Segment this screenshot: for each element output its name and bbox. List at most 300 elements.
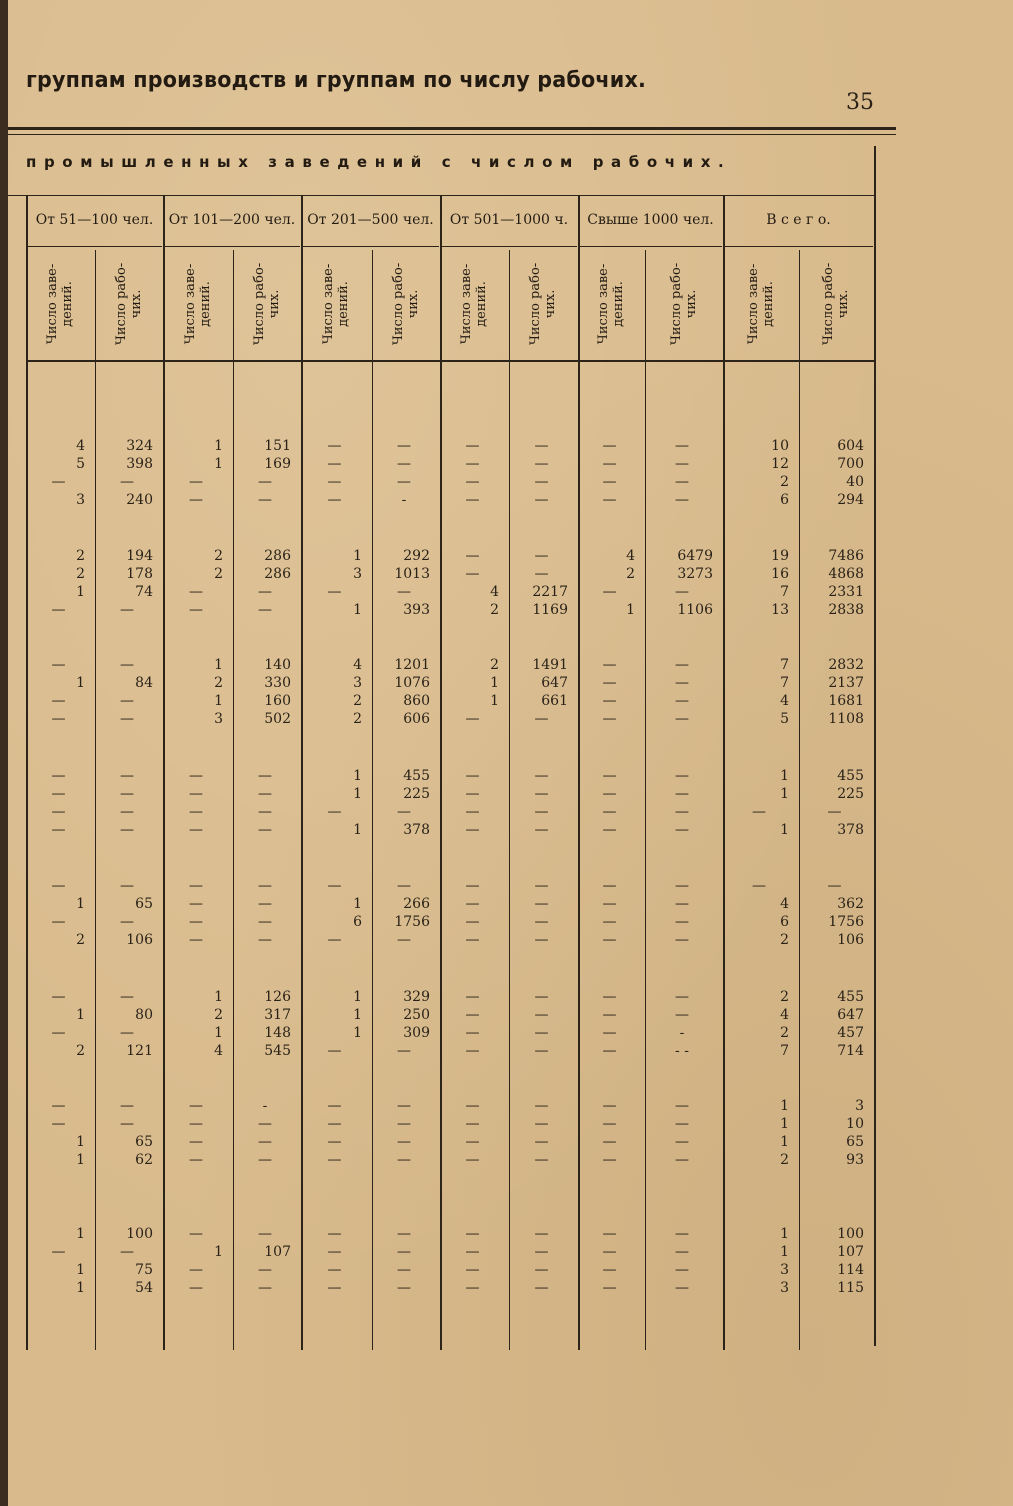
table-cell: —: [51, 1025, 66, 1041]
table-row: [0, 914, 1013, 931]
subheader-label: Число заве- дений.: [45, 263, 76, 345]
table-cell: —: [120, 602, 134, 618]
table-cell: —: [602, 693, 617, 709]
table-cell: —: [534, 1226, 549, 1242]
table-cell: —: [258, 914, 272, 930]
table-cell: —: [465, 914, 480, 930]
table-cell: 1: [214, 1025, 223, 1041]
table-cell: —: [534, 1007, 549, 1023]
table-cell: —: [120, 693, 134, 709]
table-cell: —: [675, 822, 689, 838]
table-cell: —: [675, 1116, 689, 1132]
table-cell: 1: [780, 1134, 789, 1150]
table-row: [0, 1244, 1013, 1261]
table-cell: 4: [214, 1043, 223, 1059]
workers-count-header: [509, 250, 578, 358]
header-bottom-rule: [26, 360, 876, 362]
table-cell: 2: [214, 1007, 223, 1023]
table-cell: 1: [490, 675, 499, 691]
table-cell: 115: [837, 1280, 864, 1296]
table-cell: 714: [837, 1043, 864, 1059]
table-cell: —: [465, 1152, 480, 1168]
table-cell: —: [397, 1116, 411, 1132]
table-cell: —: [120, 804, 134, 820]
table-cell: 2: [76, 548, 85, 564]
table-cell: 75: [135, 1262, 153, 1278]
table-cell: 1: [353, 602, 362, 618]
table-cell: -: [262, 1098, 268, 1114]
table-cell: 266: [403, 896, 430, 912]
table-cell: —: [534, 768, 549, 784]
table-cell: —: [465, 492, 480, 508]
table-cell: —: [327, 1098, 342, 1114]
table-cell: —: [465, 548, 480, 564]
table-cell: —: [327, 878, 342, 894]
table-cell: —: [120, 989, 134, 1005]
table-row: [0, 566, 1013, 583]
table-cell: 1: [76, 1226, 85, 1242]
table-cell: —: [465, 1134, 480, 1150]
table-cell: 1: [214, 989, 223, 1005]
table-cell: 250: [403, 1007, 430, 1023]
table-cell: —: [397, 932, 411, 948]
table-cell: —: [397, 584, 411, 600]
table-cell: —: [120, 1025, 134, 1041]
table-cell: —: [602, 1244, 617, 1260]
table-cell: 4: [626, 548, 635, 564]
table-cell: —: [120, 474, 134, 490]
table-cell: 457: [837, 1025, 864, 1041]
table-cell: 80: [135, 1007, 153, 1023]
table-cell: —: [51, 693, 66, 709]
table-cell: —: [675, 1244, 689, 1260]
table-cell: —: [675, 989, 689, 1005]
table-row: [0, 822, 1013, 839]
table-cell: —: [675, 1098, 689, 1114]
table-cell: 3: [855, 1098, 864, 1114]
table-cell: 1: [780, 1244, 789, 1260]
subheader-label: Число заве- дений.: [596, 263, 627, 345]
table-row: [0, 584, 1013, 601]
table-cell: —: [675, 878, 689, 894]
table-cell: 114: [837, 1262, 864, 1278]
table-cell: 6479: [677, 548, 713, 564]
table-cell: 5: [780, 711, 789, 727]
table-cell: 100: [126, 1226, 153, 1242]
table-row: [0, 786, 1013, 803]
table-cell: —: [465, 1098, 480, 1114]
table-cell: —: [465, 566, 480, 582]
table-cell: 12: [771, 456, 789, 472]
table-cell: —: [602, 896, 617, 912]
table-cell: 700: [837, 456, 864, 472]
table-cell: 62: [135, 1152, 153, 1168]
table-cell: 19: [771, 548, 789, 564]
table-cell: —: [465, 711, 480, 727]
table-cell: 1201: [394, 657, 430, 673]
table-cell: -: [401, 492, 407, 508]
table-cell: 1: [353, 1025, 362, 1041]
table-cell: 2: [76, 932, 85, 948]
table-cell: 860: [403, 693, 430, 709]
table-cell: 65: [135, 1134, 153, 1150]
table-cell: —: [465, 1280, 480, 1296]
table-cell: —: [397, 1262, 411, 1278]
table-cell: 329: [403, 989, 430, 1005]
table-cell: 2137: [828, 675, 864, 691]
table-cell: —: [189, 914, 203, 930]
establishments-count-header: [578, 250, 645, 358]
table-cell: —: [189, 492, 203, 508]
table-cell: —: [51, 657, 66, 673]
table-cell: 107: [264, 1244, 291, 1260]
table-cell: —: [51, 804, 66, 820]
table-cell: —: [51, 1098, 66, 1114]
table-row: [0, 1134, 1013, 1151]
table-cell: —: [189, 878, 203, 894]
table-cell: —: [534, 1244, 549, 1260]
table-cell: —: [51, 786, 66, 802]
table-cell: —: [465, 878, 480, 894]
table-cell: —: [258, 1134, 272, 1150]
table-cell: —: [465, 1025, 480, 1041]
table-cell: 65: [846, 1134, 864, 1150]
table-cell: —: [258, 822, 272, 838]
table-cell: 10: [771, 438, 789, 454]
page-number: 35: [846, 90, 874, 115]
table-row: [0, 1116, 1013, 1133]
table-cell: 1: [76, 675, 85, 691]
table-cell: —: [120, 1244, 134, 1260]
table-cell: 1: [214, 438, 223, 454]
table-cell: 1: [76, 1262, 85, 1278]
table-cell: 393: [403, 602, 430, 618]
group-underline: [164, 246, 300, 247]
table-cell: —: [602, 1116, 617, 1132]
table-cell: —: [397, 1152, 411, 1168]
table-cell: —: [675, 786, 689, 802]
column-group-header: От 101—200 чел.: [168, 212, 296, 228]
table-row: [0, 989, 1013, 1006]
table-cell: 398: [126, 456, 153, 472]
table-cell: 7: [780, 584, 789, 600]
table-cell: 2: [490, 602, 499, 618]
table-cell: 2: [780, 1152, 789, 1168]
table-cell: 3273: [677, 566, 713, 582]
table-cell: 362: [837, 896, 864, 912]
table-cell: —: [534, 822, 549, 838]
table-cell: 1: [76, 1134, 85, 1150]
table-cell: 100: [837, 1226, 864, 1242]
table-cell: —: [327, 1116, 342, 1132]
table-cell: —: [675, 474, 689, 490]
table-cell: —: [327, 1280, 342, 1296]
table-cell: —: [602, 932, 617, 948]
table-cell: —: [327, 804, 342, 820]
column-group-header: От 51—100 чел.: [35, 212, 154, 228]
table-cell: —: [602, 786, 617, 802]
table-cell: 6: [353, 914, 362, 930]
table-cell: 1: [780, 1226, 789, 1242]
table-cell: —: [327, 1244, 342, 1260]
table-cell: 455: [837, 989, 864, 1005]
table-row: [0, 1152, 1013, 1169]
table-cell: 2: [780, 932, 789, 948]
table-cell: —: [327, 932, 342, 948]
table-cell: —: [465, 804, 480, 820]
subheader-label: Число рабо- чих.: [669, 262, 699, 346]
table-cell: —: [602, 1280, 617, 1296]
table-cell: —: [534, 474, 549, 490]
table-cell: —: [534, 1116, 549, 1132]
establishments-count-header: [301, 250, 372, 358]
table-cell: 240: [126, 492, 153, 508]
table-cell: —: [602, 1007, 617, 1023]
table-cell: —: [120, 768, 134, 784]
table-cell: 3: [780, 1280, 789, 1296]
table-cell: —: [675, 1134, 689, 1150]
table-title: промышленных заведений с числом рабочих.: [26, 153, 732, 171]
table-cell: —: [397, 438, 411, 454]
table-row: [0, 1043, 1013, 1060]
table-cell: 1491: [532, 657, 568, 673]
table-cell: —: [675, 804, 689, 820]
table-cell: 225: [837, 786, 864, 802]
table-row: [0, 474, 1013, 491]
table-cell: —: [602, 456, 617, 472]
table-cell: 1169: [532, 602, 568, 618]
table-cell: —: [602, 822, 617, 838]
establishments-count-header: [26, 250, 95, 358]
table-cell: 148: [264, 1025, 291, 1041]
table-cell: —: [51, 602, 66, 618]
table-cell: —: [120, 1116, 134, 1132]
table-cell: 151: [264, 438, 291, 454]
table-cell: —: [397, 878, 411, 894]
table-cell: —: [327, 438, 342, 454]
table-cell: —: [534, 438, 549, 454]
table-cell: 3: [353, 675, 362, 691]
table-cell: 330: [264, 675, 291, 691]
table-cell: —: [189, 1280, 203, 1296]
table-cell: —: [534, 1025, 549, 1041]
table-cell: —: [189, 474, 203, 490]
table-row: [0, 1025, 1013, 1042]
table-row: [0, 438, 1013, 455]
table-cell: 1108: [828, 711, 864, 727]
table-cell: 1: [780, 822, 789, 838]
workers-count-header: [372, 250, 440, 358]
establishments-count-header: [440, 250, 509, 358]
table-cell: 1: [76, 584, 85, 600]
table-cell: —: [602, 711, 617, 727]
table-cell: 93: [846, 1152, 864, 1168]
table-cell: —: [602, 584, 617, 600]
table-cell: 286: [264, 548, 291, 564]
table-row: [0, 878, 1013, 895]
table-cell: —: [189, 786, 203, 802]
table-cell: —: [327, 492, 342, 508]
table-cell: 545: [264, 1043, 291, 1059]
table-cell: —: [51, 1244, 66, 1260]
table-cell: 2: [214, 675, 223, 691]
table-cell: —: [602, 1152, 617, 1168]
table-cell: —: [51, 989, 66, 1005]
table-cell: 647: [837, 1007, 864, 1023]
table-cell: —: [465, 1007, 480, 1023]
table-cell: —: [397, 1098, 411, 1114]
table-cell: —: [465, 1043, 480, 1059]
subheader-label: Число заве- дений.: [321, 263, 352, 345]
workers-count-header: [233, 250, 301, 358]
table-cell: 1756: [828, 914, 864, 930]
table-cell: —: [675, 1007, 689, 1023]
subheader-label: Число рабо- чих.: [528, 262, 559, 346]
header-rule-thick: [8, 127, 896, 130]
table-cell: 2: [214, 566, 223, 582]
table-cell: 1: [214, 657, 223, 673]
table-cell: 178: [126, 566, 153, 582]
table-cell: 106: [837, 932, 864, 948]
table-cell: —: [397, 1134, 411, 1150]
table-cell: —: [602, 914, 617, 930]
table-cell: 1: [780, 768, 789, 784]
table-cell: —: [602, 474, 617, 490]
table-cell: 2: [76, 1043, 85, 1059]
table-cell: 2: [626, 566, 635, 582]
table-row: [0, 768, 1013, 785]
table-cell: —: [258, 786, 272, 802]
table-cell: —: [602, 878, 617, 894]
table-row: [0, 932, 1013, 949]
table-cell: —: [752, 804, 766, 820]
table-row: [0, 456, 1013, 473]
table-cell: —: [258, 492, 272, 508]
table-cell: 455: [837, 768, 864, 784]
table-cell: —: [189, 584, 203, 600]
table-cell: —: [189, 768, 203, 784]
table-cell: 54: [135, 1280, 153, 1296]
table-cell: —: [327, 1134, 342, 1150]
table-row: [0, 1280, 1013, 1297]
table-cell: 324: [126, 438, 153, 454]
table-cell: —: [602, 657, 617, 673]
table-cell: —: [258, 1280, 272, 1296]
table-cell: 2: [780, 1025, 789, 1041]
running-title: группам производств и группам по числу рабочих.: [26, 68, 647, 93]
table-cell: 1: [353, 822, 362, 838]
table-cell: 455: [403, 768, 430, 784]
table-cell: —: [258, 932, 272, 948]
table-cell: —: [675, 1280, 689, 1296]
table-cell: 1106: [677, 602, 713, 618]
table-cell: —: [534, 1098, 549, 1114]
table-cell: —: [258, 1116, 272, 1132]
table-cell: —: [189, 1226, 203, 1242]
group-underline: [579, 246, 722, 247]
table-cell: 502: [264, 711, 291, 727]
table-cell: 1: [490, 693, 499, 709]
table-cell: 286: [264, 566, 291, 582]
table-cell: —: [602, 1226, 617, 1242]
table-cell: —: [602, 675, 617, 691]
table-cell: —: [675, 693, 689, 709]
table-cell: 107: [837, 1244, 864, 1260]
table-cell: —: [189, 1116, 203, 1132]
table-cell: —: [534, 1280, 549, 1296]
table-cell: —: [534, 1134, 549, 1150]
table-cell: 4: [353, 657, 362, 673]
table-cell: 10: [846, 1116, 864, 1132]
subheader-label: Число рабо- чих.: [821, 262, 852, 346]
table-cell: —: [120, 914, 134, 930]
subheader-label: Число заве- дений.: [746, 263, 776, 345]
table-cell: —: [189, 1152, 203, 1168]
column-group-header: От 501—1000 ч.: [449, 212, 569, 228]
table-cell: —: [602, 1043, 617, 1059]
table-cell: —: [465, 932, 480, 948]
table-cell: 2: [490, 657, 499, 673]
header-rule-thin: [8, 134, 896, 135]
table-cell: —: [465, 896, 480, 912]
group-underline: [441, 246, 577, 247]
table-cell: —: [534, 932, 549, 948]
subheader-label: Число рабо- чих.: [391, 262, 421, 346]
table-cell: 647: [541, 675, 568, 691]
table-cell: —: [675, 657, 689, 673]
subheader-label: Число заве- дений.: [183, 263, 213, 345]
table-cell: —: [602, 1025, 617, 1041]
group-underline: [724, 246, 873, 247]
table-cell: —: [602, 438, 617, 454]
table-cell: 1: [780, 1098, 789, 1114]
table-cell: —: [675, 438, 689, 454]
table-cell: —: [675, 456, 689, 472]
table-cell: —: [465, 1226, 480, 1242]
table-cell: - -: [675, 1043, 689, 1059]
table-cell: 1: [626, 602, 635, 618]
table-row: [0, 693, 1013, 710]
table-cell: 2: [353, 693, 362, 709]
table-cell: 1: [76, 1007, 85, 1023]
table-cell: —: [465, 1244, 480, 1260]
table-cell: —: [465, 1116, 480, 1132]
table-cell: 169: [264, 456, 291, 472]
table-cell: 1: [76, 1280, 85, 1296]
table-cell: 13: [771, 602, 789, 618]
table-cell: 4: [780, 896, 789, 912]
table-cell: —: [397, 1043, 411, 1059]
table-cell: 1: [353, 548, 362, 564]
table-cell: 3: [76, 492, 85, 508]
table-cell: —: [534, 914, 549, 930]
table-cell: —: [51, 822, 66, 838]
table-cell: —: [675, 768, 689, 784]
table-cell: —: [675, 914, 689, 930]
table-cell: —: [675, 1226, 689, 1242]
table-cell: —: [327, 456, 342, 472]
table-cell: 74: [135, 584, 153, 600]
table-cell: 194: [126, 548, 153, 564]
table-cell: —: [465, 822, 480, 838]
table-row: [0, 657, 1013, 674]
table-row: [0, 804, 1013, 821]
table-cell: —: [602, 768, 617, 784]
table-cell: —: [534, 566, 549, 582]
table-cell: 4: [76, 438, 85, 454]
table-cell: —: [258, 896, 272, 912]
table-cell: —: [752, 878, 766, 894]
